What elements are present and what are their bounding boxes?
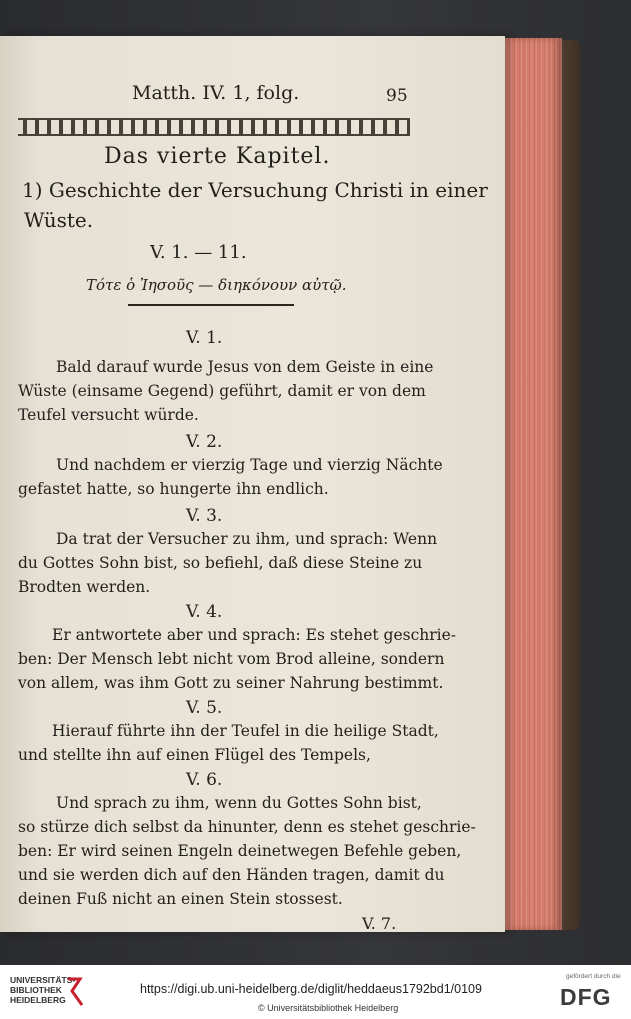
library-name-line: BIBLIOTHEK: [10, 985, 62, 995]
verse-line: Brodten werden.: [18, 578, 151, 596]
page-number: 95: [386, 86, 408, 106]
verse-line: und sie werden dich auf den Händen tragen, damit du: [18, 866, 445, 884]
copyright-notice: © Universitätsbibliothek Heidelberg: [258, 1003, 399, 1013]
verse-range: V. 1. — 11.: [150, 242, 247, 263]
verse-line: Bald darauf wurde Jesus von dem Geiste in eine: [56, 358, 434, 376]
verse-line: Teufel versucht würde.: [18, 406, 199, 424]
verse-heading: V. 3.: [186, 506, 223, 526]
verse-line: so stürze dich selbst da hinunter, denn es stehet geschrie-: [18, 818, 476, 836]
verse-heading: V. 6.: [186, 770, 223, 790]
book-page: [0, 36, 505, 932]
permalink[interactable]: https://digi.ub.uni-heidelberg.de/diglit/heddaeus1792bd1/0109: [140, 982, 482, 996]
page-edge: [498, 38, 562, 930]
verse-line: gefastet hatte, so hungerte ihn endlich.: [18, 480, 329, 498]
verse-line: Da trat der Versucher zu ihm, und sprach: Wenn: [56, 530, 438, 548]
verse-heading: V. 1.: [186, 328, 223, 348]
library-name-line: UNIVERSITÄTS-: [10, 975, 76, 985]
chapter-title: Das vierte Kapitel.: [104, 144, 331, 169]
verse-line: Und nachdem er vierzig Tage und vierzig Nächte: [56, 456, 443, 474]
dfg-logo[interactable]: DFG: [560, 984, 612, 1010]
verse-line: Hierauf führte ihn der Teufel in die heilige Stadt,: [52, 722, 439, 740]
running-header: Matth. IV. 1, folg.: [132, 82, 300, 104]
verse-heading: V. 2.: [186, 432, 223, 452]
verse-line: deinen Fuß nicht an einen Stein stossest.: [18, 890, 343, 908]
catchword: V. 7.: [362, 914, 397, 933]
verse-heading: V. 4.: [186, 602, 223, 622]
section-title-line-1: 1) Geschichte der Versuchung Christi in einer: [22, 178, 488, 202]
verse-line: Und sprach zu ihm, wenn du Gottes Sohn bist,: [56, 794, 422, 812]
library-emblem-icon: [66, 977, 84, 1007]
funded-by-label: gefördert durch die: [566, 973, 621, 980]
library-name-line: HEIDELBERG: [10, 995, 66, 1005]
verse-line: ben: Er wird seinen Engeln deinetwegen Befehle geben,: [18, 842, 462, 860]
verse-heading: V. 5.: [186, 698, 223, 718]
verse-line: du Gottes Sohn bist, so befiehl, daß diese Steine zu: [18, 554, 423, 572]
library-logo[interactable]: [10, 975, 76, 1005]
greek-incipit: Τότε ὁ Ἰησοῦς — διηκόνουν αὐτῷ.: [86, 276, 347, 294]
verse-line: von allem, was ihm Gott zu seiner Nahrung bestimmt.: [18, 674, 444, 692]
verse-line: und stellte ihn auf einen Flügel des Tempels,: [18, 746, 371, 764]
verse-line: ben: Der Mensch lebt nicht vom Brod alleine, sondern: [18, 650, 445, 668]
section-title-line-2: Wüste.: [24, 208, 94, 232]
viewer-footer: [0, 965, 631, 1019]
ornament-border: [18, 118, 410, 136]
verse-line: Wüste (einsame Gegend) geführt, damit er von dem: [18, 382, 426, 400]
divider-rule: [128, 304, 294, 306]
verse-line: Er antwortete aber und sprach: Es stehet geschrie-: [52, 626, 457, 644]
